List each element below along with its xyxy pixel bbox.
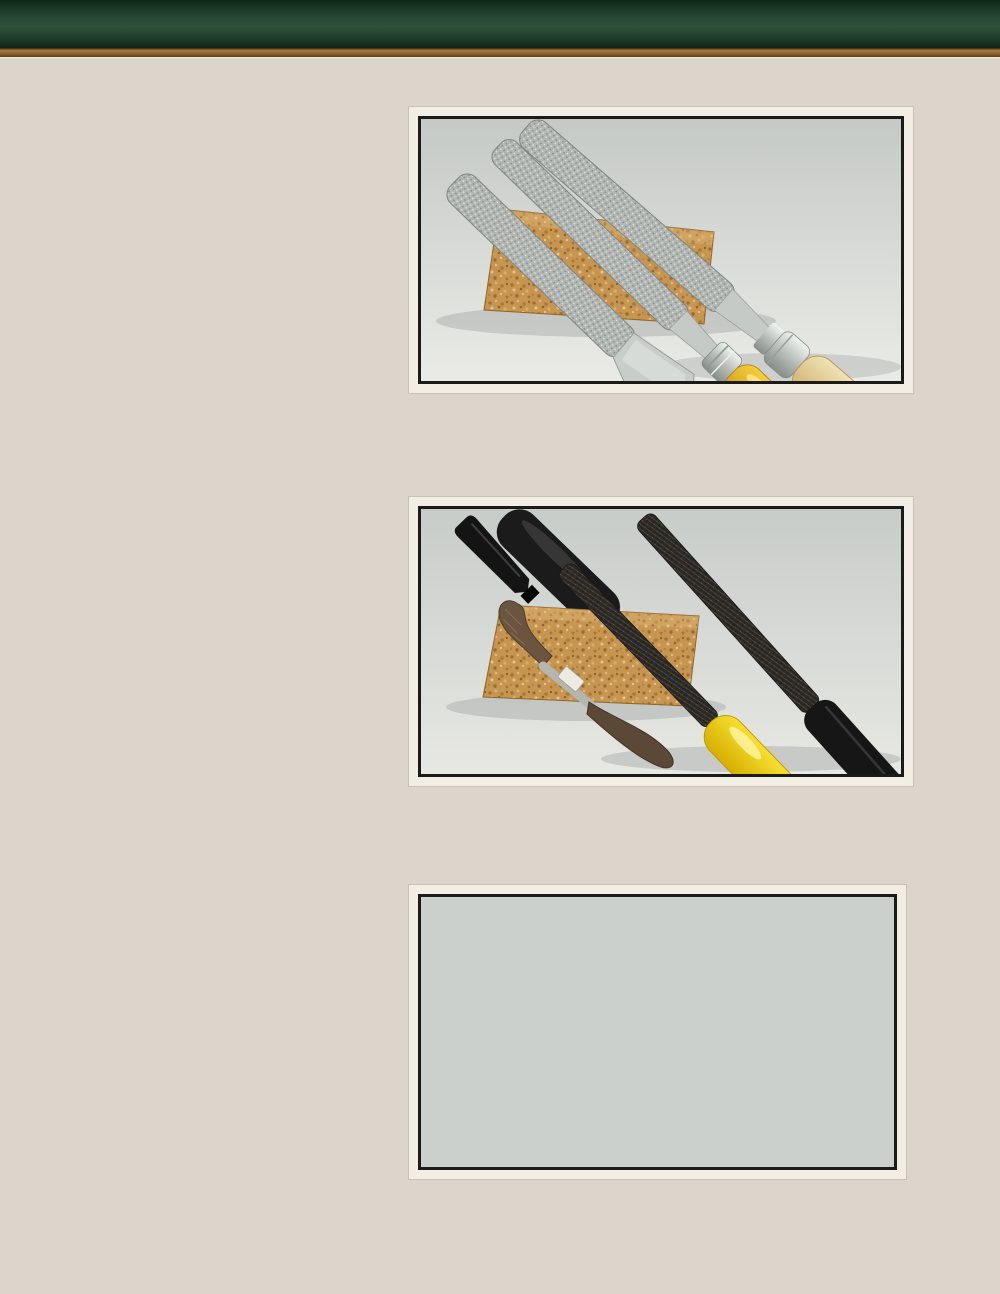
figure-1-16-frame (408, 106, 914, 394)
figure-1-17-frame (408, 496, 914, 787)
header-brown-rule (0, 48, 1000, 58)
gouges-photo (418, 894, 897, 1170)
figure-1-18-frame (408, 884, 907, 1180)
chapter-header-bar (0, 0, 1000, 48)
rifflers-photo (418, 506, 904, 777)
rasps-photo (418, 116, 904, 384)
